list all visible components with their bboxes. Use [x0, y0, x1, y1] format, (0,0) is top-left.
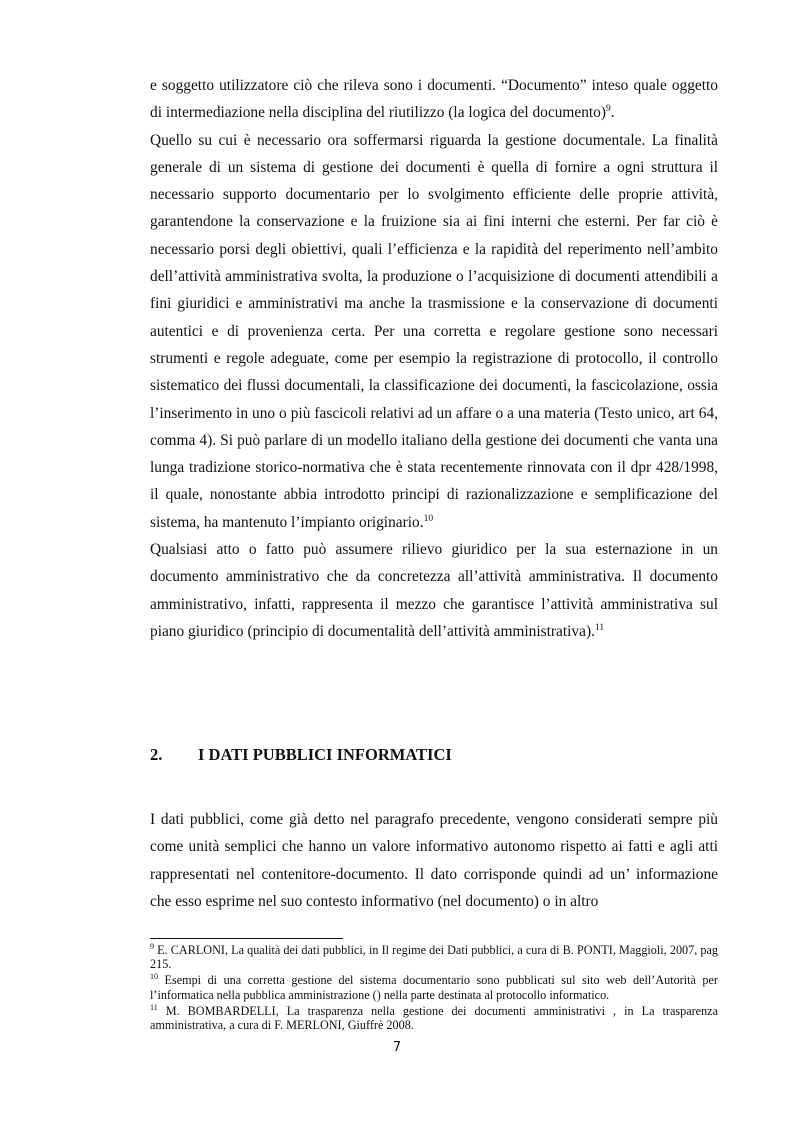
footnote-10: $^{10}$ Esempi di una corretta gestione del sistema documentario sono pubblicati sul sito web dell’Autorità per l’informatica nella pubblica amministrazione () nella parte destinata al protocollo informatico. [150, 972, 718, 1002]
section-number: 2. [150, 745, 163, 764]
footnote-separator [150, 938, 343, 939]
page-number: 7 [392, 1040, 402, 1055]
section-title: I DATI PUBBLICI INFORMATICI [198, 745, 452, 764]
footnote-11: $^{11}$ M. BOMBARDELLI, La trasparenza nella gestione dei documenti amministrativi , in La trasparenza amministrativa, a cura di F. MERLONI, Giuffrè 2008. [150, 1002, 718, 1033]
section-heading [150, 745, 718, 765]
section-paragraph: I dati pubblici, come già detto nel paragrafo precedente, vengono considerati sempre più come unità semplici che hanno un valore informativo autonomo rispetto ai fatti e agli atti rappresentati nel contenitore-documento. Il dato corrisponde quindi ad un’ informazione che esso esprime nel suo contesto informativo (nel documento) o in altro [150, 811, 718, 910]
paragraph-1: e soggetto utilizzatore ciò che rileva sono i documenti. “Documento” inteso quale oggetto di intermediazione nella disciplina del riutilizzo (la logica del documento)$^9$. [150, 77, 718, 122]
footnotes [150, 943, 718, 1034]
paragraph-2: Quello su cui è necessario ora soffermarsi riguarda la gestione documentale. La finalità generale di un sistema di gestione dei documenti è quella di fornire a ogni struttura il necessario supporto documentario per lo svolgimento efficiente delle proprie attività, garantendone la conservazione e la fruizione sia ai fini interni che esterni. Per far ciò è necessario porsi degli obiettivi, quali l’efficienza e la rapidità del reperimento nell’ambito dell’attività amministrativa svolta, la produzione o l’acquisizione di documenti attendibili a fini giuridici e amministrativi ma anche la trasmissione e la conservazione di documenti autentici e di provenienza certa. Per una corretta e regolare gestione sono necessari strumenti e regole adeguate, come per esempio la registrazione di protocollo, il controllo sistematico dei flussi documentali, la classificazione dei documenti, la fascicolazione, ossia l’inserimento in uno o più fascicoli relativi ad un affare o a una materia (Testo unico, art 64, comma 4). Si può parlare di un modello italiano della gestione dei documenti che vanta una lunga tradizione storico-normativa che è stata recentemente rinnovata con il dpr 428/1998, il quale, nonostante abbia introdotto principi di razionalizzazione e semplificazione del sistema, ha mantenuto l’impianto originario.$^{10}$ [150, 131, 718, 531]
body-text [150, 72, 718, 645]
footnote-ref-10[interactable]: 10 [423, 513, 434, 524]
footnote-9: $^9$ E. CARLONI, La qualità dei dati pubblici, in Il regime dei Dati pubblici, a cura di B. PONTI, Maggioli, 2007, pag 215. [150, 941, 719, 972]
paragraph-3: Qualsiasi atto o fatto può assumere rilievo giuridico per la sua esternazione in un documento amministrativo che da concretezza all’attività amministrativa. Il documento amministrativo, infatti, rappresenta il mezzo che garantisce l’attività amministrativa sul piano giuridico (principio di documentalità dell’attività amministrativa).$^{11}$ [150, 541, 718, 640]
footnote-ref-11[interactable]: 11 [594, 622, 605, 633]
section-body [150, 806, 718, 915]
footnote-ref-9[interactable]: 9 [606, 104, 611, 115]
